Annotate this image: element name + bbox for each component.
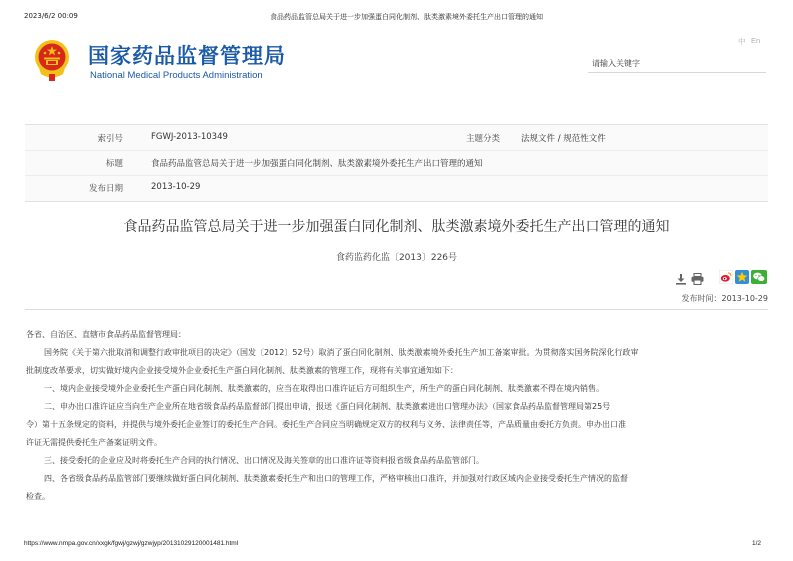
meta-row-date <box>25 175 768 200</box>
print-footer-url: https://www.nmpa.gov.cn/xxgk/fgwj/gzwj/gzwjyp/20131029120001481.html <box>24 540 239 547</box>
qzone-icon[interactable] <box>735 269 749 283</box>
print-header-datetime: 2023/6/2 00:09 <box>24 12 78 20</box>
document-body <box>26 326 770 506</box>
print-footer-page: 1/2 <box>752 540 762 547</box>
body-line: 检查。 <box>26 492 50 501</box>
body-line: 三、接受委托的企业应及时将委托生产合同的执行情况、出口情况及海关签章的出口准许证等资料报省级食品药品监管部门。 <box>44 456 484 465</box>
body-line: 二、申办出口准许证应当向生产企业所在地省级食品药品监督部门提出申请，报送《蛋白同化制剂、肽类激素进出口管理办法》（国家食品药品监督管理局第25号 <box>44 402 611 411</box>
body-line: 许证无需提供委托生产备案证明文件。 <box>26 438 162 447</box>
weibo-icon[interactable] <box>719 269 733 283</box>
site-name-cn[interactable]: 国家药品监督管理局 <box>88 43 286 68</box>
title-label: 标题 <box>105 159 123 169</box>
salutation: 各省、自治区、直辖市食品药品监督管理局： <box>26 330 186 339</box>
print-icon[interactable] <box>691 270 704 282</box>
date-label: 发布日期 <box>88 184 123 194</box>
print-header-title: 食品药品监管总局关于进一步加强蛋白同化制剂、肽类激素境外委托生产出口管理的通知 <box>270 13 543 21</box>
language-zh-link[interactable]: 中 <box>738 37 746 46</box>
category-value: 法规文件 / 规范性文件 <box>521 134 606 144</box>
index-label: 索引号 <box>97 134 123 144</box>
title-value: 食品药品监管总局关于进一步加强蛋白同化制剂、肽类激素境外委托生产出口管理的通知 <box>151 159 483 169</box>
download-icon[interactable] <box>675 270 687 282</box>
date-value: 2013-10-29 <box>151 182 201 192</box>
divider <box>25 309 768 310</box>
national-emblem-icon[interactable] <box>33 38 71 82</box>
category-label: 主题分类 <box>465 134 500 144</box>
meta-row-title <box>25 150 768 176</box>
body-line: 批制度改革要求，切实做好境内企业接受境外企业委托生产蛋白同化制剂、肽类激素的管理工作，现将有关事宜通知如下： <box>26 366 458 375</box>
site-name-en[interactable]: National Medical Products Administration <box>90 70 263 81</box>
document-meta-table <box>25 124 768 202</box>
meta-row-index <box>25 125 768 151</box>
body-line: 国务院《关于第六批取消和调整行政审批项目的决定》（国发〔2012〕52号）取消了蛋白同化制剂、肽类激素境外委托生产加工备案审批。为贯彻落实国务院深化行政审 <box>44 348 639 357</box>
publish-date: 发布时间：2013-10-29 <box>681 294 768 303</box>
document-title: 食品药品监管总局关于进一步加强蛋白同化制剂、肽类激素境外委托生产出口管理的通知 <box>123 219 670 235</box>
wechat-icon[interactable] <box>751 269 767 283</box>
body-line: 令）第十五条规定的资料，并提供与境外委托企业签订的委托生产合同。委托生产合同应当明确规定双方的权利与义务、法律责任等，产品质量由委托方负责。申办出口准 <box>26 420 626 429</box>
search-placeholder[interactable]: 请输入关键字 <box>592 59 640 68</box>
document-number: 食药监药化监〔2013〕226号 <box>335 253 458 263</box>
body-line: 一、境内企业接受境外企业委托生产蛋白同化制剂、肽类激素的，应当在取得出口准许证后方可组织生产，所生产的蛋白同化制剂、肽类激素不得在境内销售。 <box>44 384 604 393</box>
body-line: 四、各省级食品药品监管部门要继续做好蛋白同化制剂、肽类激素委托生产和出口的管理工作，严格审核出口准许，并加强对行政区域内企业接受委托生产情况的监督 <box>44 474 628 483</box>
language-en-link[interactable]: En <box>751 36 761 45</box>
index-value: FGWJ-2013-10349 <box>151 132 228 142</box>
